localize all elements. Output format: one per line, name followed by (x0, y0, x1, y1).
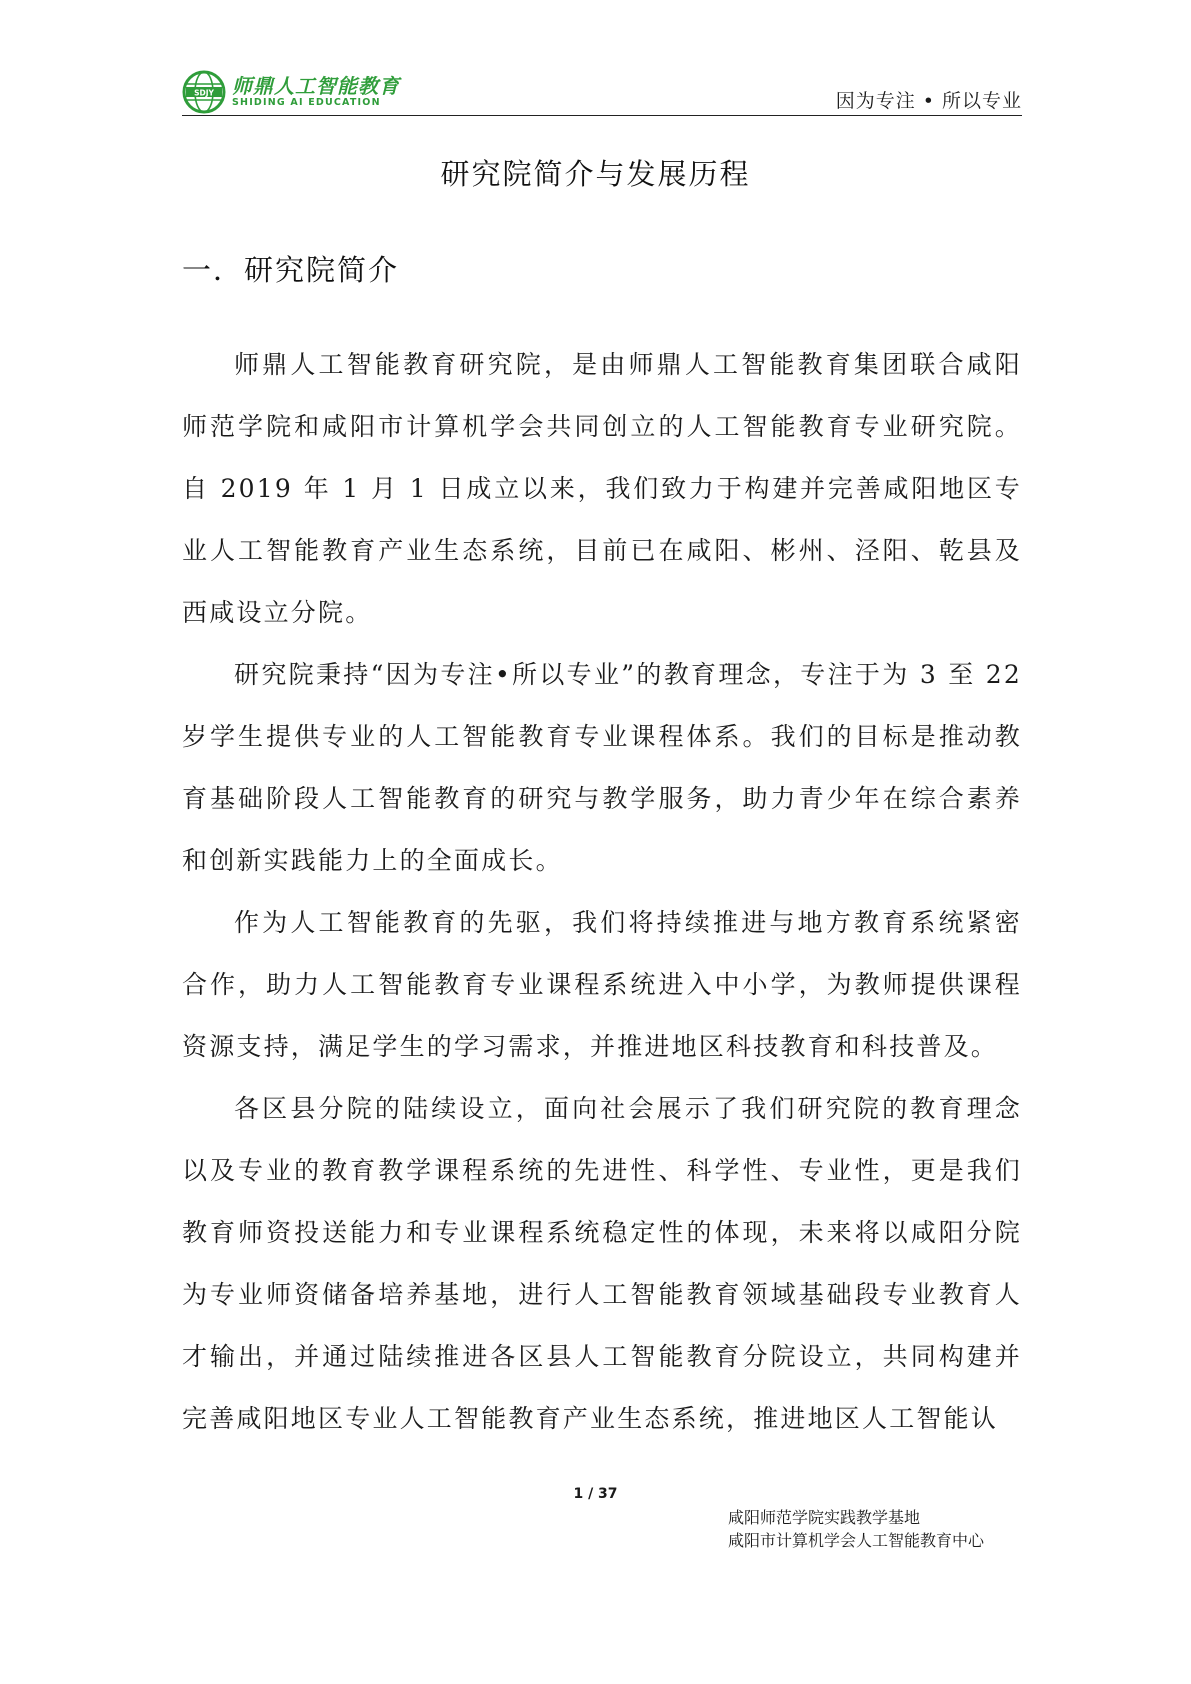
section-heading: 一．研究院简介 (182, 253, 400, 287)
brand-logo (182, 70, 400, 114)
globe-badge-icon (182, 70, 226, 114)
footer-org-line: 咸阳市计算机学会人工智能教育中心 (728, 1531, 985, 1550)
paragraph: 作为人工智能教育的先驱，我们将持续推进与地方教育系统紧密合作，助力人工智能教育专业课程系统进入中小学，为教师提供课程资源支持，满足学生的学习需求，并推进地区科技教育和科技普及。 (182, 908, 1022, 1061)
page-number: 1 / 37 (573, 1486, 618, 1502)
page-header (182, 66, 1022, 114)
logo-badge-text: SDJY (194, 88, 214, 98)
paragraph: 各区县分院的陆续设立，面向社会展示了我们研究院的教育理念以及专业的教育教学课程系统的先进性、科学性、专业性，更是我们教育师资投送能力和专业课程系统稳定性的体现，未来将以咸阳分院为专业师资储备培养基地，进行人工智能教育领域基础段专业教育人才输出，并通过陆续推进各区县人工智能教育分院设立，共同构建并完善咸阳地区专业人工智能教育产业生态系统，推进地区人工智能认 (182, 1094, 1022, 1433)
body-text (182, 334, 1022, 1450)
page-title: 研究院简介与发展历程 (440, 157, 751, 191)
logo-wordmark (232, 75, 400, 109)
header-divider (182, 115, 1022, 116)
logo-english-name: SHIDING AI EDUCATION (232, 97, 381, 108)
header-motto: 因为专注 • 所以专业 (835, 90, 1022, 112)
paragraph: 研究院秉持“因为专注•所以专业”的教育理念，专注于为 3 至 22 岁学生提供专业的人工智能教育专业课程体系。我们的目标是推动教育基础阶段人工智能教育的研究与教学服务，助力青少年在综合素养和创新实践能力上的全面成长。 (182, 660, 1022, 875)
footer-org-line: 咸阳师范学院实践教学基地 (728, 1508, 921, 1527)
paragraph: 师鼎人工智能教育研究院，是由师鼎人工智能教育集团联合咸阳师范学院和咸阳市计算机学会共同创立的人工智能教育专业研究院。自 2019 年 1 月 1 日成立以来，我们致力于构建并完善咸阳地区专业人工智能教育产业生态系统，目前已在咸阳、彬州、泾阳、乾县及西咸设立分院。 (182, 350, 1022, 627)
footer-organizations (728, 1506, 984, 1552)
logo-chinese-name: 师鼎人工智能教育 (232, 74, 400, 98)
